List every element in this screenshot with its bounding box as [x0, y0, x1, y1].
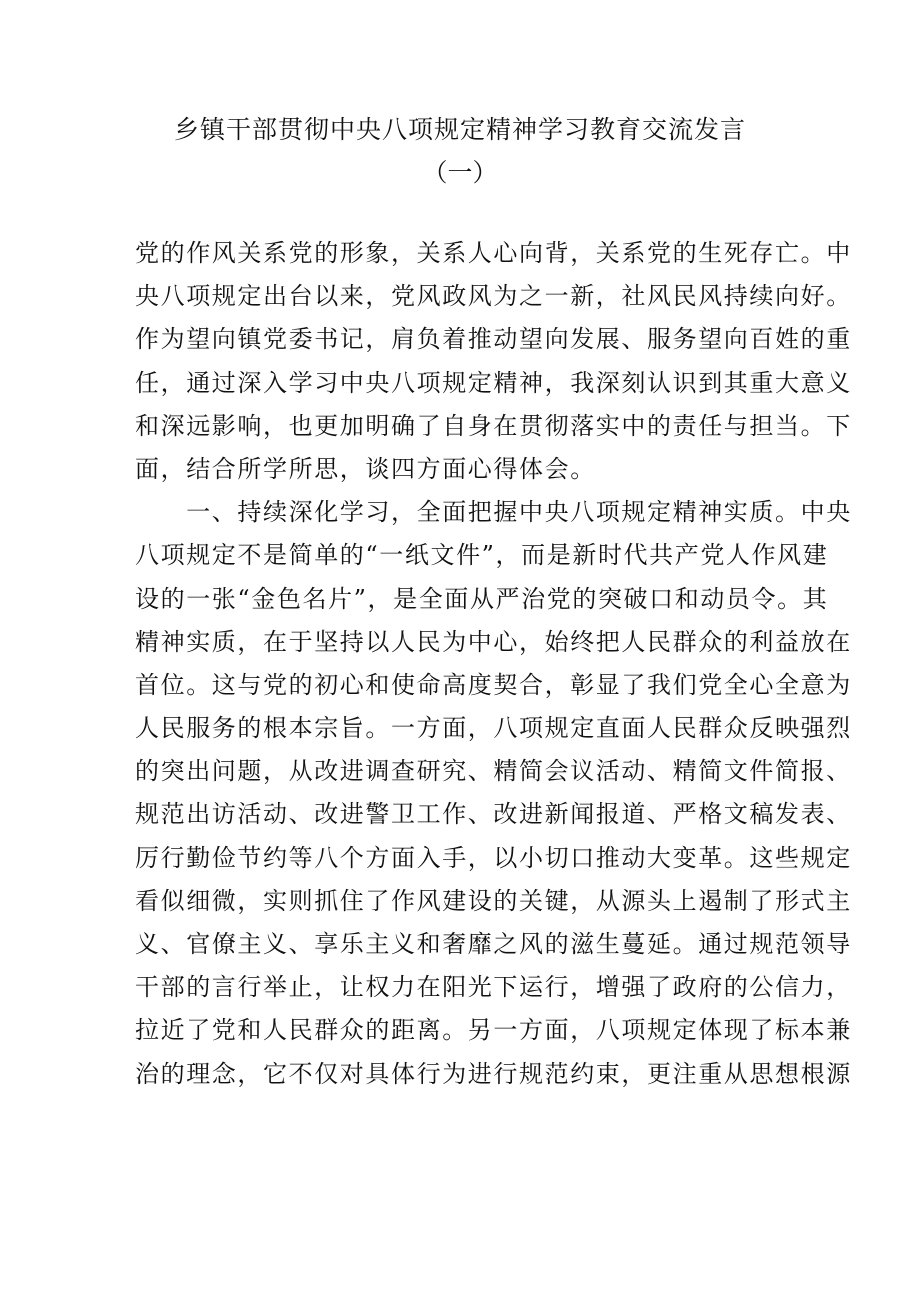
body-line: 人民服务的根本宗旨。一方面，八项规定直面人民群众反映强烈: [135, 714, 852, 743]
body-line: 央八项规定出台以来，党风政风为之一新，社风民风持续向好。: [135, 282, 852, 311]
body-line: 义、官僚主义、享乐主义和奢靡之风的滋生蔓延。通过规范领导: [135, 930, 852, 958]
body-line: 规范出访活动、改进警卫工作、改进新闻报道、严格文稿发表、: [135, 800, 852, 829]
body-line: 面，结合所学所思，谈四方面心得体会。: [135, 454, 596, 483]
document-title: 乡镇干部贯彻中央八项规定精神学习教育交流发言: [173, 115, 746, 144]
body-line: 党的作风关系党的形象，关系人心向背，关系党的生死存亡。中: [135, 239, 852, 267]
body-line: 看似细微，实则抓住了作风建设的关键，从源头上遏制了形式主: [135, 886, 852, 915]
body-line: 治的理念，它不仅对具体行为进行规范约束，更注重从思想根源: [135, 1059, 852, 1088]
body-line: 任，通过深入学习中央八项规定精神，我深刻认识到其重大意义: [135, 368, 852, 397]
body-line: 拉近了党和人民群众的距离。另一方面，八项规定体现了标本兼: [135, 1016, 852, 1045]
document-subtitle: （一）: [422, 158, 498, 187]
body-line: 设的一张“金色名片”，是全面从严治党的突破口和动员令。其: [135, 584, 829, 613]
body-line: 的突出问题，从改进调查研究、精简会议活动、精简文件简报、: [135, 757, 852, 786]
body-line: 八项规定不是简单的“一纸文件”，而是新时代共产党人作风建: [135, 541, 829, 570]
body-line: 首位。这与党的初心和使命高度契合，彰显了我们党全心全意为: [135, 670, 852, 699]
body-line: 厉行勤俭节约等八个方面入手，以小切口推动大变革。这些规定: [135, 843, 852, 872]
body-line: 干部的言行举止，让权力在阳光下运行，增强了政府的公信力，: [135, 973, 852, 1002]
document-body: [135, 232, 852, 1096]
body-line: 和深远影响，也更加明确了自身在贯彻落实中的责任与担当。下: [135, 411, 852, 440]
body-line: 精神实质，在于坚持以人民为中心，始终把人民群众的利益放在: [135, 627, 852, 656]
body-line: 作为望向镇党委书记，肩负着推动望向发展、服务望向百姓的重: [135, 325, 852, 354]
body-line: 一、持续深化学习，全面把握中央八项规定精神实质。中央: [135, 498, 852, 527]
